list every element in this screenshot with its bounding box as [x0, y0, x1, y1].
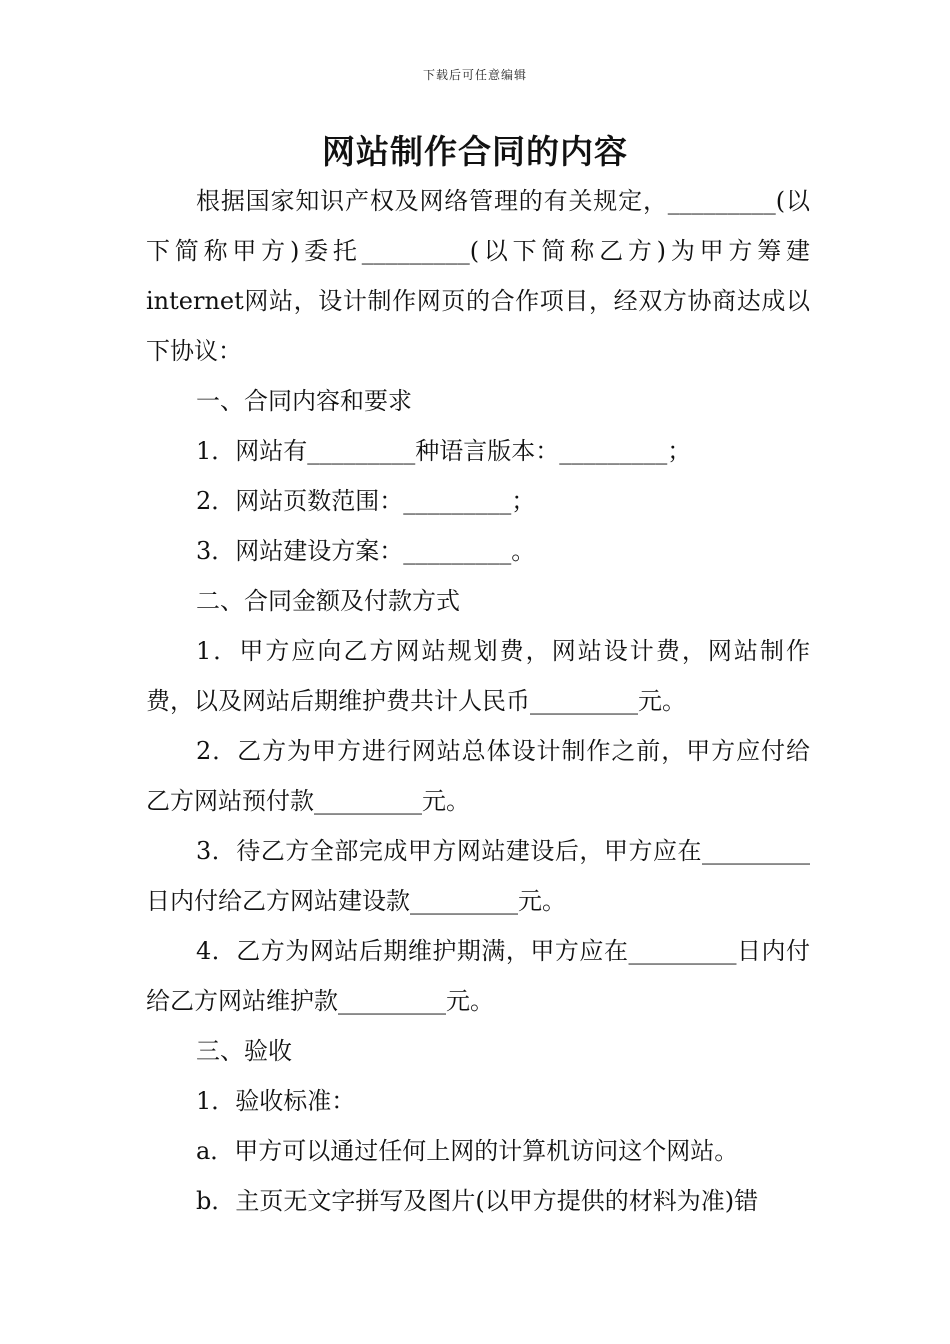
list-item: 2．网站页数范围：_________； [196, 487, 536, 515]
list-item: a．甲方可以通过任何上网的计算机访问这个网站。 [196, 1137, 739, 1165]
list-item: 3．待乙方全部完成甲方网站建设后，甲方应在_________日内付给乙方网站建设款_________元。 [146, 837, 810, 915]
list-item: 4．乙方为网站后期维护期满，甲方应在_________日内付给乙方网站维护款_________元。 [146, 937, 810, 1015]
list-item: 3．网站建设方案：_________。 [196, 537, 536, 565]
document-body [146, 176, 810, 1226]
document-title: 网站制作合同的内容 [322, 132, 628, 171]
list-item: 1．验收标准： [196, 1087, 356, 1115]
header-note: 下载后可任意编辑 [422, 68, 527, 82]
list-item: 1．甲方应向乙方网站规划费，网站设计费，网站制作费，以及网站后期维护费共计人民币_________元。 [146, 637, 810, 715]
list-item: 1．网站有_________种语言版本：_________； [196, 437, 692, 465]
list-item: 2．乙方为甲方进行网站总体设计制作之前，甲方应付给乙方网站预付款_________元。 [146, 737, 810, 815]
paragraph-intro: 根据国家知识产权及网络管理的有关规定，_________(以下简称甲方)委托_________(以下简称乙方)为甲方筹建internet网站，设计制作网页的合作项目，经双方协商达成以下协议： [146, 187, 810, 365]
section-heading-1: 一、合同内容和要求 [196, 387, 412, 415]
section-heading-3: 三、验收 [196, 1037, 292, 1065]
list-item: b．主页无文字拼写及图片(以甲方提供的材料为准)错 [196, 1187, 759, 1215]
section-heading-2: 二、合同金额及付款方式 [196, 587, 460, 615]
